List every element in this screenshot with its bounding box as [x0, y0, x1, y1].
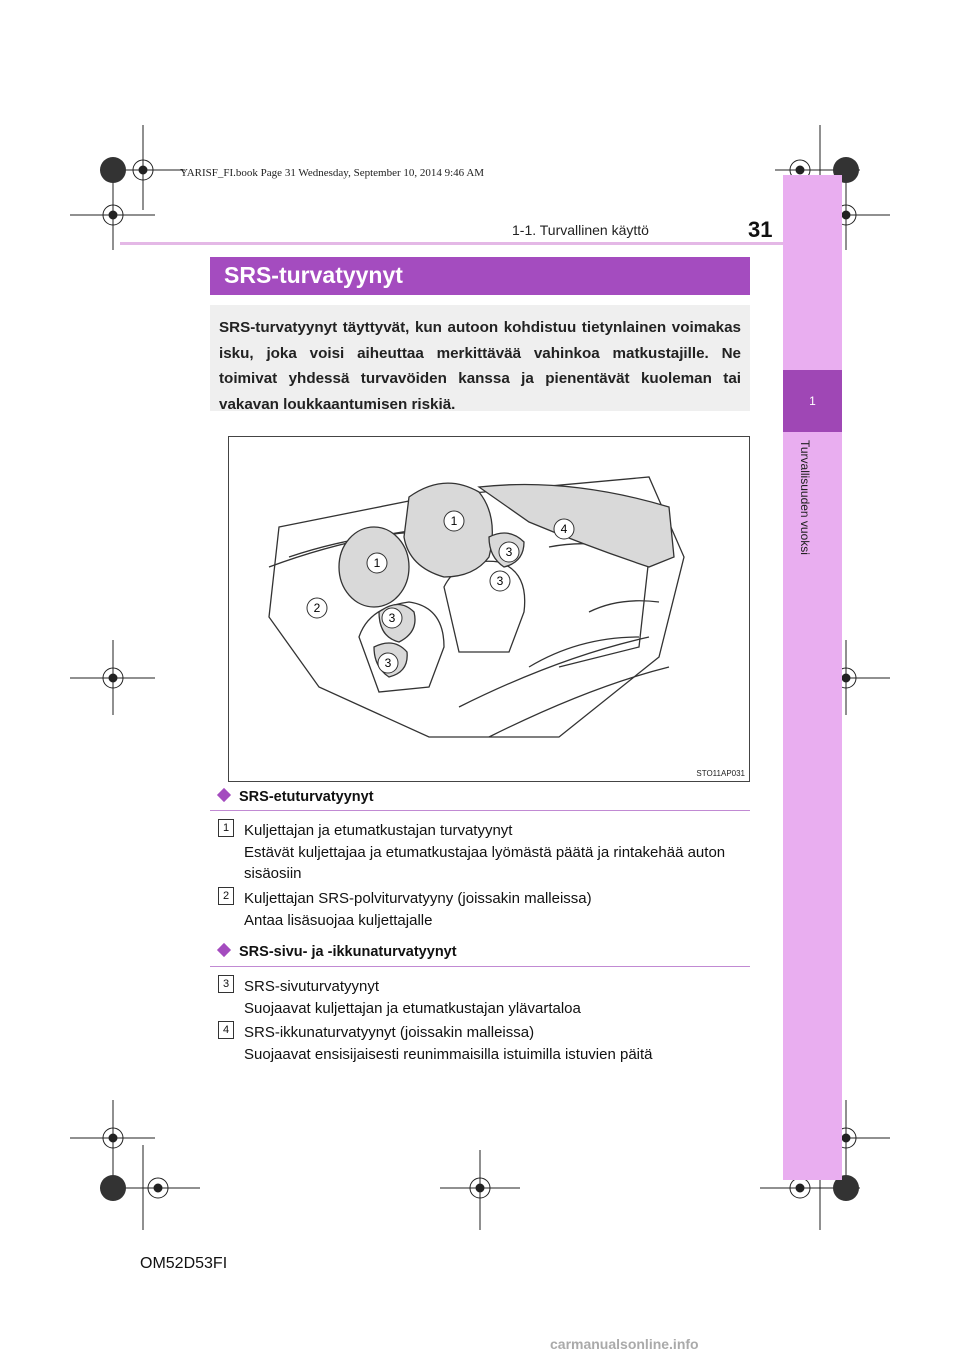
page-number: 31	[748, 217, 773, 242]
book-header: YARISF_FI.book Page 31 Wednesday, September 10, 2014 9:46 AM	[180, 167, 485, 179]
callout-label: 3	[505, 545, 513, 559]
section-rule	[210, 966, 750, 967]
item-title: Kuljettajan SRS-polviturvatyyny (joissakin malleissa)	[244, 890, 592, 907]
section-title-band	[210, 257, 750, 295]
callout-2	[307, 598, 327, 618]
side-chapter-number: 1	[783, 370, 842, 432]
item-title: Kuljettajan ja etumatkustajan turvatyynyt	[244, 822, 513, 839]
airbag-illustration	[228, 436, 750, 782]
page-title: SRS-turvatyynyt	[224, 262, 403, 288]
running-header: 1-1. Turvallinen käyttö	[512, 222, 649, 238]
callout-1a	[444, 511, 464, 531]
item-number-badge: 2	[218, 887, 234, 905]
item-number-badge: 1	[218, 819, 234, 837]
callout-4	[554, 519, 574, 539]
section-heading-side-airbags	[216, 944, 457, 960]
callout-label: 1	[373, 556, 381, 570]
section-rule	[210, 810, 750, 811]
side-chapter-label: Turvallisuuden vuoksi	[798, 440, 812, 555]
side-tab	[783, 175, 842, 1180]
section-heading-front-airbags	[216, 789, 374, 805]
diamond-bullet-icon	[217, 788, 231, 802]
callout-label: 3	[496, 574, 504, 588]
callout-3a	[382, 608, 402, 628]
figure-code: STO11AP031	[696, 769, 745, 778]
diamond-bullet-icon	[217, 943, 231, 957]
callout-3b	[378, 653, 398, 673]
footer-code: OM52D53FI	[140, 1255, 228, 1272]
item-title: SRS-ikkunaturvatyynyt (joissakin malleissa)	[244, 1024, 535, 1041]
section-heading-text: SRS-sivu- ja -ikkunaturvatyynyt	[239, 944, 457, 960]
car-interior-drawing	[229, 437, 749, 781]
list-item	[244, 1022, 749, 1065]
list-item	[244, 888, 749, 931]
item-description: Suojaavat ensisijaisesti reunimmaisilla istuimilla istuvien päitä	[244, 1045, 653, 1063]
intro-text: SRS-turvatyynyt täyttyvät, kun autoon kohdistuu tietynlainen voimakas isku, joka voisi aiheuttaa merkittävää vahinkoa matkustajille. Ne toimivat yhdessä turvavöiden kanssa ja pienentävät kuoleman tai vakavan loukkaantumisen riskiä.	[219, 319, 741, 413]
list-item	[244, 976, 749, 1019]
intro-box	[210, 305, 750, 411]
callout-label: 3	[384, 656, 392, 670]
item-number-badge: 4	[218, 1021, 234, 1039]
callout-3d	[490, 571, 510, 591]
callout-label: 1	[450, 514, 458, 528]
callout-label: 3	[388, 611, 396, 625]
item-description: Estävät kuljettajaa ja etumatkustajaa lyömästä päätä ja rintakehää auton sisäosiin	[244, 843, 726, 882]
callout-label: 4	[560, 522, 568, 536]
section-heading-text: SRS-etuturvatyynyt	[239, 789, 374, 805]
header-rule	[120, 242, 784, 245]
item-description: Suojaavat kuljettajan ja etumatkustajan ylävartaloa	[244, 999, 581, 1017]
callout-label: 2	[313, 601, 321, 615]
item-description: Antaa lisäsuojaa kuljettajalle	[244, 911, 433, 929]
list-item	[244, 820, 749, 885]
item-number-badge: 3	[218, 975, 234, 993]
callout-1b	[367, 553, 387, 573]
item-title: SRS-sivuturvatyynyt	[244, 978, 380, 995]
watermark: carmanualsonline.info	[550, 1336, 699, 1352]
callout-3c	[499, 542, 519, 562]
